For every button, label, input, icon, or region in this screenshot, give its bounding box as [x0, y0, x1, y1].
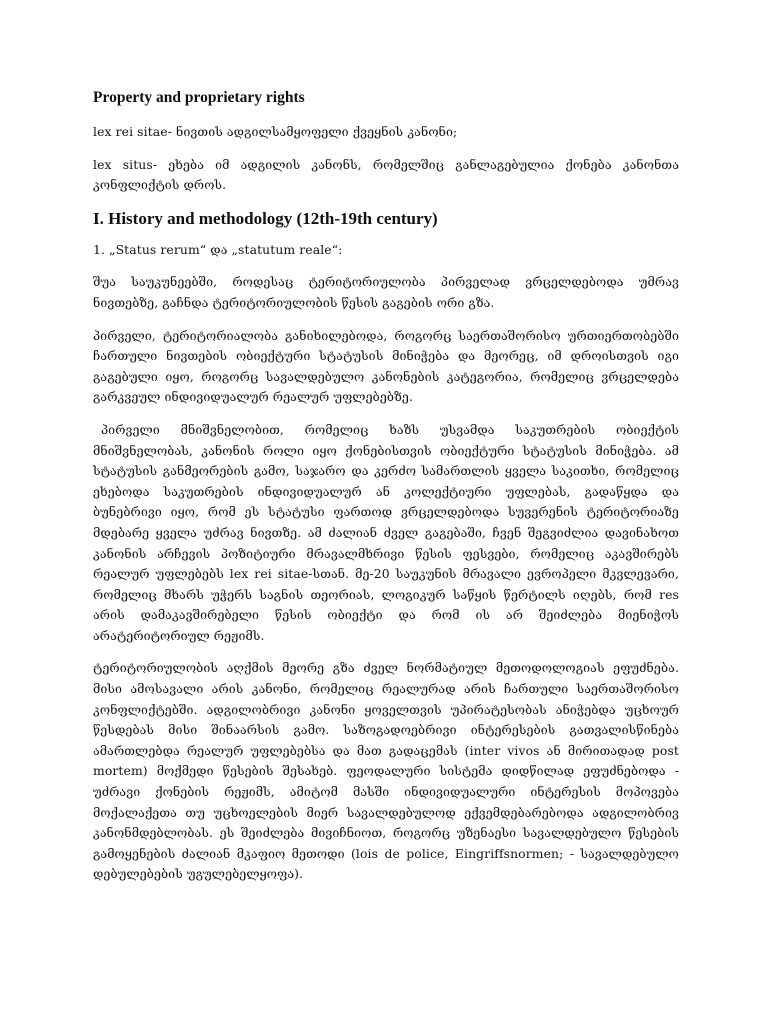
- subsection-title: 1. „Status rerum“ და „statutum reale“:: [93, 241, 343, 257]
- section-title: I. History and methodology (12th-19th century): [93, 208, 438, 228]
- paragraph-4: ტერიტორიულობის აღქმის მეორე გზა ძველ ნორმატიულ მეთოდოლოგიას ეფუძნება. მისი ამოსავალი არის კანონი, რომელიც რეალურად არის ჩართული საერთაშორისო კონფლიქტებში. ადგილობრივი კანონი ყოველთვის უპირატესობას ანიჭებდა უცხოურ წესდებას მისი შინაარსის გამო. საზოგადოებრივი ინტერესების გათვალისწინება ამართლებდა რეალურ უფლებებსა და მათ გადაცემას (inter vivos ან მირითადად post mortem) მოქმედი წესების შესახებ. ფეოდალური სისტემა დიდწილად ეფუძნებოდა - უძრავი ქონების რეჟიმს, ამიტომ მასში ინდივიდუალური ინტერესის მოპოვება მოქალაქეთა თუ უცხოელების მიერ სავალდებულოდ ექვემდებარებოდა ადგილობრივ კანონმდებლობას. ეს შეიძლება მივიჩნიოთ, როგორც უზენაესი სავალდებულო წესების გამოყენების ძალიან მკაფიო მეთოდი (lois de police, Eingriffsnormen; - სავალდებულო დებულებების უგულებელყოფა).: [93, 660, 679, 882]
- document-heading: Property and proprietary rights: [93, 89, 305, 106]
- paragraph-1: შუა საუკუნეებში, როდესაც ტერიტორიულობა პირველად ვრცელდებოდა უმრავ ნივთებზე, გაჩნდა ტერიტორიულობის წესის გაგების ორი გზა.: [93, 274, 679, 310]
- definition-lex-situs: lex situs- ეხება იმ ადგილის კანონს, რომელშიც განლაგებულია ქონება კანონთა კონფლიქტის დროს.: [93, 156, 679, 193]
- document-page: [93, 88, 679, 897]
- paragraph-3: პირველი მნიშვნელობით, რომელიც ხაზს უსვამდა საკუთრების ობიექტის მნიშვნელობას, კანონის როლი იყო ქონებისთვის ობიექტური სტატუსის მინიჭება. ამ სტატუსის განმეორების გამო, საჯარო და კერძო სამართლის ყველა საკითხი, რომელიც ეხებოდა საკუთრების ინდივიდუალურ ან კოლექტიური უფლებას, გადაწყდა და ბუნებრივი იყო, რომ ეს სტატუსი ფართოდ ვრცელდებოდა სუვერენის ტერიტორიაზე მდებარე ყველა უძრავ ნივთზე. ამ ძალიან ძველ გაგებაში, ჩვენ შეგვიძლია დავინახოთ კანონის არჩევის პოზიტიური მრავალმხრივი წესის ფესვები, რომელიც აკავშირებს რეალურ უფლებებს lex rei sitae-სთან. მე-20 საუკუნის მრავალი ევროპელი მკვლევარი, რომელიც მხარს უჭერს საგნის თეორიას, ლოგიკურ საწყის წერტილს იღებს, რომ res არის დამაკავშირებელი წესის ობიექტი და რომ ის არ შეიძლება მიენიჭოს არატერიტორიულ რეჟიმს.: [93, 421, 679, 643]
- definition-lex-rei-sitae: lex rei sitae- ნივთის ადგილსამყოფელი ქვეყნის კანონი;: [93, 124, 458, 139]
- paragraph-2: პირველი, ტერიტორიალობა განიხილებოდა, როგორც საერთაშორისო ურთიერთობებში ჩართული ნივთების ობიექტური სტატუსის მინიჭება და მეორეც, იმ დროისთვის იგი გაგებული იყო, როგორც სავალდებულო კანონების კატეგორია, რომელიც ვრცელდება გარკვეულ ინდივიდუალურ რეალურ უფლებებზე.: [93, 327, 679, 405]
